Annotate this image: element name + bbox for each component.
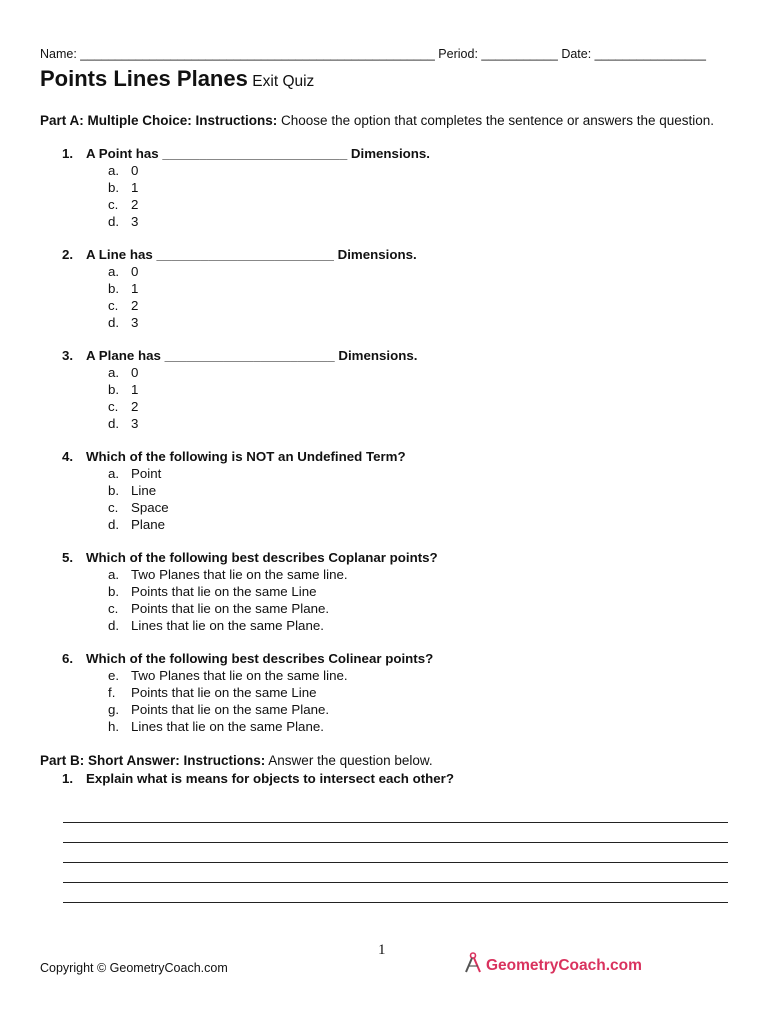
option-text: Two Planes that lie on the same line. bbox=[131, 668, 348, 683]
option-item bbox=[108, 701, 348, 718]
question-text: Which of the following is NOT an Undefined Term? bbox=[86, 449, 406, 464]
question-number: 1. bbox=[62, 146, 74, 161]
question-number: 3. bbox=[62, 348, 74, 363]
question-5-options bbox=[108, 566, 348, 634]
option-item bbox=[108, 718, 348, 735]
answer-line[interactable] bbox=[63, 863, 728, 883]
option-letter: b. bbox=[108, 281, 120, 296]
option-item bbox=[108, 398, 138, 415]
option-text: Points that lie on the same Plane. bbox=[131, 702, 330, 717]
option-letter: g. bbox=[108, 702, 120, 717]
part-a-heading bbox=[40, 113, 714, 128]
question-6-options bbox=[108, 667, 348, 735]
option-item bbox=[108, 516, 169, 533]
option-text: Line bbox=[131, 483, 157, 498]
option-item bbox=[108, 314, 138, 331]
question-4-options bbox=[108, 465, 169, 533]
option-letter: a. bbox=[108, 264, 120, 279]
option-item bbox=[108, 263, 138, 280]
question-text: A Plane has _______________________ Dimensions. bbox=[86, 348, 418, 363]
question-3-options bbox=[108, 364, 138, 432]
option-text: Points that lie on the same Line bbox=[131, 685, 317, 700]
option-item bbox=[108, 465, 169, 482]
option-text: 0 bbox=[131, 365, 139, 380]
option-text: 3 bbox=[131, 416, 139, 431]
option-item bbox=[108, 213, 138, 230]
page-title bbox=[40, 66, 314, 92]
part-b-label: Part B: Short Answer: Instructions: bbox=[40, 753, 266, 768]
option-item bbox=[108, 684, 348, 701]
answer-line[interactable] bbox=[63, 843, 728, 863]
question-text: Which of the following best describes Colinear points? bbox=[86, 651, 434, 666]
question-text: Which of the following best describes Coplanar points? bbox=[86, 550, 438, 565]
option-letter: d. bbox=[108, 214, 120, 229]
name-period-date-line: Name: ___________________________________________________ Period: ___________ Date: ________________ bbox=[40, 47, 706, 61]
option-text: 0 bbox=[131, 264, 139, 279]
option-letter: c. bbox=[108, 500, 119, 515]
question-1-options bbox=[108, 162, 138, 230]
question-6 bbox=[62, 651, 433, 666]
question-4 bbox=[62, 449, 406, 464]
copyright-text: Copyright © GeometryCoach.com bbox=[40, 961, 228, 975]
answer-lines bbox=[63, 803, 728, 903]
title-sub: Exit Quiz bbox=[252, 73, 315, 90]
option-text: 1 bbox=[131, 180, 139, 195]
option-letter: c. bbox=[108, 601, 119, 616]
option-item bbox=[108, 280, 138, 297]
question-5 bbox=[62, 550, 438, 565]
option-letter: c. bbox=[108, 298, 119, 313]
option-item bbox=[108, 179, 138, 196]
option-item bbox=[108, 381, 138, 398]
question-number: 4. bbox=[62, 449, 74, 464]
question-number: 6. bbox=[62, 651, 74, 666]
option-text: 3 bbox=[131, 214, 139, 229]
option-item bbox=[108, 482, 169, 499]
option-letter: a. bbox=[108, 567, 120, 582]
option-item bbox=[108, 415, 138, 432]
option-item bbox=[108, 566, 348, 583]
option-text: 2 bbox=[131, 197, 139, 212]
compass-logo-icon bbox=[463, 952, 483, 979]
question-text: A Line has ________________________ Dimensions. bbox=[86, 247, 417, 262]
question-text: A Point has _________________________ Dimensions. bbox=[86, 146, 430, 161]
question-3 bbox=[62, 348, 417, 363]
logo-text: GeometryCoach.com bbox=[486, 956, 642, 974]
part-a-instructions: Choose the option that completes the sentence or answers the question. bbox=[281, 113, 715, 128]
title-main: Points Lines Planes bbox=[40, 66, 248, 91]
option-letter: b. bbox=[108, 584, 120, 599]
option-text: Lines that lie on the same Plane. bbox=[131, 719, 324, 734]
option-text: Two Planes that lie on the same line. bbox=[131, 567, 348, 582]
option-text: 1 bbox=[131, 281, 139, 296]
question-number: 5. bbox=[62, 550, 74, 565]
option-letter: c. bbox=[108, 399, 119, 414]
part-b-instructions: Answer the question below. bbox=[268, 753, 433, 768]
option-letter: b. bbox=[108, 180, 120, 195]
option-item bbox=[108, 364, 138, 381]
option-letter: a. bbox=[108, 365, 120, 380]
question-2 bbox=[62, 247, 417, 262]
option-letter: a. bbox=[108, 163, 120, 178]
option-letter: d. bbox=[108, 315, 120, 330]
option-item bbox=[108, 617, 348, 634]
option-text: Point bbox=[131, 466, 162, 481]
answer-line[interactable] bbox=[63, 883, 728, 903]
option-item bbox=[108, 162, 138, 179]
option-text: 0 bbox=[131, 163, 139, 178]
option-letter: d. bbox=[108, 416, 120, 431]
option-letter: d. bbox=[108, 517, 120, 532]
option-text: 3 bbox=[131, 315, 139, 330]
option-item bbox=[108, 499, 169, 516]
part-b-heading bbox=[40, 753, 433, 768]
option-item bbox=[108, 600, 348, 617]
option-item bbox=[108, 196, 138, 213]
option-item bbox=[108, 297, 138, 314]
question-1 bbox=[62, 146, 430, 161]
question-text: Explain what is means for objects to intersect each other? bbox=[86, 771, 454, 786]
option-letter: e. bbox=[108, 668, 120, 683]
option-text: Points that lie on the same Plane. bbox=[131, 601, 330, 616]
option-text: Space bbox=[131, 500, 169, 515]
option-text: Plane bbox=[131, 517, 166, 532]
question-number: 2. bbox=[62, 247, 74, 262]
geometrycoach-logo bbox=[463, 952, 642, 979]
option-letter: c. bbox=[108, 197, 119, 212]
option-text: 2 bbox=[131, 298, 139, 313]
option-text: Lines that lie on the same Plane. bbox=[131, 618, 324, 633]
page-number: 1 bbox=[378, 942, 386, 958]
option-text: 1 bbox=[131, 382, 139, 397]
option-letter: b. bbox=[108, 483, 120, 498]
option-letter: d. bbox=[108, 618, 120, 633]
part-a-label: Part A: Multiple Choice: Instructions: bbox=[40, 113, 278, 128]
question-number: 1. bbox=[62, 771, 74, 786]
answer-line[interactable] bbox=[63, 803, 728, 823]
option-letter: b. bbox=[108, 382, 120, 397]
question-2-options bbox=[108, 263, 138, 331]
answer-line[interactable] bbox=[63, 823, 728, 843]
option-item bbox=[108, 667, 348, 684]
option-item bbox=[108, 583, 348, 600]
option-letter: h. bbox=[108, 719, 120, 734]
option-letter: a. bbox=[108, 466, 120, 481]
part-b-question-1 bbox=[62, 771, 454, 786]
option-text: 2 bbox=[131, 399, 139, 414]
option-text: Points that lie on the same Line bbox=[131, 584, 317, 599]
option-letter: f. bbox=[108, 685, 116, 700]
